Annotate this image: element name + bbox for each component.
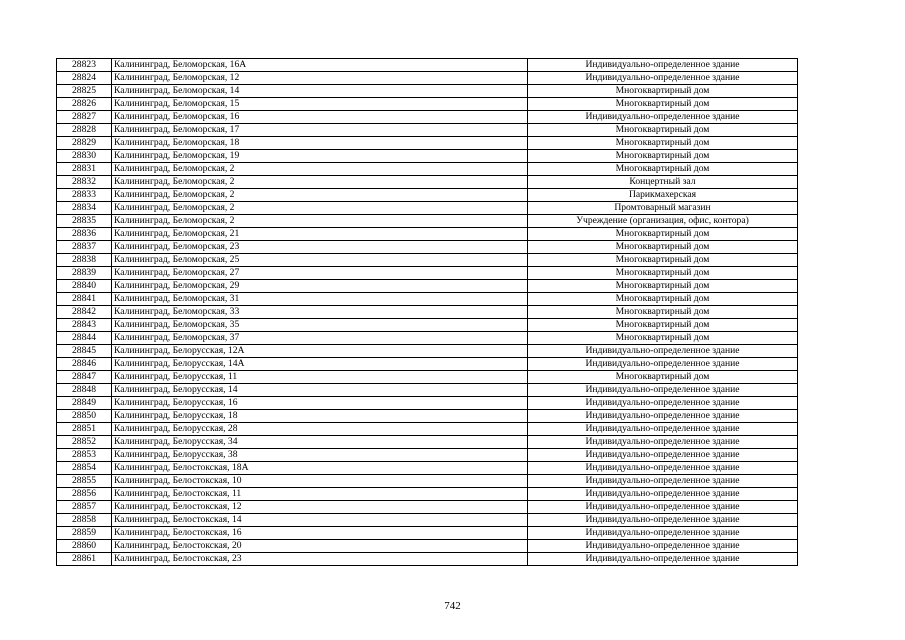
address-cell: Калининград, Белорусская, 12А (112, 345, 528, 358)
address-cell: Калининград, Белорусская, 18 (112, 410, 528, 423)
row-number-cell: 28824 (57, 72, 112, 85)
object-type-cell: Многоквартирный дом (528, 85, 798, 98)
object-type-cell: Индивидуально-определенное здание (528, 436, 798, 449)
address-cell: Калининград, Беломорская, 2 (112, 215, 528, 228)
address-cell: Калининград, Белорусская, 38 (112, 449, 528, 462)
table-row (57, 332, 798, 345)
row-number-cell: 28840 (57, 280, 112, 293)
address-cell: Калининград, Белостокская, 20 (112, 540, 528, 553)
row-number-cell: 28843 (57, 319, 112, 332)
row-number-cell: 28841 (57, 293, 112, 306)
address-cell: Калининград, Беломорская, 2 (112, 163, 528, 176)
address-cell: Калининград, Беломорская, 17 (112, 124, 528, 137)
table-row (57, 176, 798, 189)
table-row (57, 124, 798, 137)
address-cell: Калининград, Беломорская, 25 (112, 254, 528, 267)
row-number-cell: 28832 (57, 176, 112, 189)
table-row (57, 475, 798, 488)
object-type-cell: Индивидуально-определенное здание (528, 527, 798, 540)
table-row (57, 150, 798, 163)
register-table-body (57, 59, 798, 566)
object-type-cell: Индивидуально-определенное здание (528, 384, 798, 397)
object-type-cell: Многоквартирный дом (528, 280, 798, 293)
object-type-cell: Индивидуально-определенное здание (528, 501, 798, 514)
table-row (57, 241, 798, 254)
table-row (57, 59, 798, 72)
table-row (57, 501, 798, 514)
table-row (57, 527, 798, 540)
row-number-cell: 28842 (57, 306, 112, 319)
table-row (57, 410, 798, 423)
row-number-cell: 28850 (57, 410, 112, 423)
object-type-cell: Многоквартирный дом (528, 306, 798, 319)
table-row (57, 215, 798, 228)
row-number-cell: 28861 (57, 553, 112, 566)
object-type-cell: Промтоварный магазин (528, 202, 798, 215)
property-register-table (56, 58, 798, 566)
object-type-cell: Многоквартирный дом (528, 124, 798, 137)
row-number-cell: 28826 (57, 98, 112, 111)
table-row (57, 345, 798, 358)
row-number-cell: 28854 (57, 462, 112, 475)
row-number-cell: 28852 (57, 436, 112, 449)
address-cell: Калининград, Беломорская, 16А (112, 59, 528, 72)
page-number: 742 (444, 600, 461, 612)
table-row (57, 371, 798, 384)
object-type-cell: Многоквартирный дом (528, 228, 798, 241)
object-type-cell: Многоквартирный дом (528, 137, 798, 150)
row-number-cell: 28827 (57, 111, 112, 124)
row-number-cell: 28860 (57, 540, 112, 553)
object-type-cell: Многоквартирный дом (528, 241, 798, 254)
address-cell: Калининград, Белорусская, 11 (112, 371, 528, 384)
object-type-cell: Концертный зал (528, 176, 798, 189)
table-row (57, 228, 798, 241)
row-number-cell: 28844 (57, 332, 112, 345)
row-number-cell: 28825 (57, 85, 112, 98)
row-number-cell: 28856 (57, 488, 112, 501)
address-cell: Калининград, Белостокская, 10 (112, 475, 528, 488)
table-row (57, 397, 798, 410)
row-number-cell: 28853 (57, 449, 112, 462)
address-cell: Калининград, Беломорская, 14 (112, 85, 528, 98)
address-cell: Калининград, Беломорская, 15 (112, 98, 528, 111)
object-type-cell: Парикмахерская (528, 189, 798, 202)
table-row (57, 202, 798, 215)
address-cell: Калининград, Белостокская, 16 (112, 527, 528, 540)
object-type-cell: Индивидуально-определенное здание (528, 111, 798, 124)
row-number-cell: 28835 (57, 215, 112, 228)
object-type-cell: Индивидуально-определенное здание (528, 488, 798, 501)
object-type-cell: Многоквартирный дом (528, 254, 798, 267)
row-number-cell: 28857 (57, 501, 112, 514)
row-number-cell: 28831 (57, 163, 112, 176)
address-cell: Калининград, Беломорская, 31 (112, 293, 528, 306)
table-row (57, 423, 798, 436)
address-cell: Калининград, Беломорская, 21 (112, 228, 528, 241)
object-type-cell: Многоквартирный дом (528, 293, 798, 306)
table-row (57, 137, 798, 150)
table-row (57, 306, 798, 319)
row-number-cell: 28837 (57, 241, 112, 254)
table-row (57, 85, 798, 98)
table-row (57, 267, 798, 280)
address-cell: Калининград, Белостокская, 11 (112, 488, 528, 501)
table-row (57, 514, 798, 527)
row-number-cell: 28847 (57, 371, 112, 384)
address-cell: Калининград, Беломорская, 23 (112, 241, 528, 254)
row-number-cell: 28851 (57, 423, 112, 436)
table-row (57, 449, 798, 462)
table-row (57, 462, 798, 475)
object-type-cell: Многоквартирный дом (528, 163, 798, 176)
address-cell: Калининград, Беломорская, 35 (112, 319, 528, 332)
address-cell: Калининград, Белорусская, 34 (112, 436, 528, 449)
address-cell: Калининград, Белостокская, 12 (112, 501, 528, 514)
address-cell: Калининград, Беломорская, 18 (112, 137, 528, 150)
address-cell: Калининград, Белорусская, 14 (112, 384, 528, 397)
address-cell: Калининград, Белорусская, 14А (112, 358, 528, 371)
object-type-cell: Многоквартирный дом (528, 267, 798, 280)
row-number-cell: 28834 (57, 202, 112, 215)
table-row (57, 358, 798, 371)
object-type-cell: Многоквартирный дом (528, 319, 798, 332)
object-type-cell: Индивидуально-определенное здание (528, 462, 798, 475)
row-number-cell: 28859 (57, 527, 112, 540)
table-row (57, 553, 798, 566)
address-cell: Калининград, Беломорская, 33 (112, 306, 528, 319)
address-cell: Калининград, Беломорская, 29 (112, 280, 528, 293)
row-number-cell: 28830 (57, 150, 112, 163)
row-number-cell: 28855 (57, 475, 112, 488)
object-type-cell: Индивидуально-определенное здание (528, 514, 798, 527)
row-number-cell: 28828 (57, 124, 112, 137)
row-number-cell: 28846 (57, 358, 112, 371)
object-type-cell: Индивидуально-определенное здание (528, 59, 798, 72)
table-row (57, 540, 798, 553)
table-row (57, 189, 798, 202)
address-cell: Калининград, Белостокская, 14 (112, 514, 528, 527)
address-cell: Калининград, Беломорская, 37 (112, 332, 528, 345)
object-type-cell: Учреждение (организация, офис, контора) (528, 215, 798, 228)
address-cell: Калининград, Беломорская, 2 (112, 202, 528, 215)
table-row (57, 293, 798, 306)
object-type-cell: Индивидуально-определенное здание (528, 553, 798, 566)
address-cell: Калининград, Беломорская, 2 (112, 189, 528, 202)
address-cell: Калининград, Беломорская, 27 (112, 267, 528, 280)
row-number-cell: 28848 (57, 384, 112, 397)
object-type-cell: Индивидуально-определенное здание (528, 423, 798, 436)
row-number-cell: 28823 (57, 59, 112, 72)
table-row (57, 98, 798, 111)
row-number-cell: 28845 (57, 345, 112, 358)
address-cell: Калининград, Беломорская, 12 (112, 72, 528, 85)
address-cell: Калининград, Белостокская, 23 (112, 553, 528, 566)
table-row (57, 436, 798, 449)
address-cell: Калининград, Беломорская, 2 (112, 176, 528, 189)
object-type-cell: Индивидуально-определенное здание (528, 397, 798, 410)
object-type-cell: Индивидуально-определенное здание (528, 475, 798, 488)
row-number-cell: 28839 (57, 267, 112, 280)
object-type-cell: Индивидуально-определенное здание (528, 540, 798, 553)
table-row (57, 384, 798, 397)
object-type-cell: Многоквартирный дом (528, 150, 798, 163)
row-number-cell: 28836 (57, 228, 112, 241)
address-cell: Калининград, Белорусская, 28 (112, 423, 528, 436)
address-cell: Калининград, Белостокская, 18А (112, 462, 528, 475)
object-type-cell: Индивидуально-определенное здание (528, 449, 798, 462)
table-row (57, 488, 798, 501)
row-number-cell: 28829 (57, 137, 112, 150)
object-type-cell: Многоквартирный дом (528, 98, 798, 111)
address-cell: Калининград, Белорусская, 16 (112, 397, 528, 410)
table-row (57, 280, 798, 293)
table-row (57, 163, 798, 176)
table-row (57, 254, 798, 267)
table-row (57, 111, 798, 124)
object-type-cell: Индивидуально-определенное здание (528, 72, 798, 85)
row-number-cell: 28833 (57, 189, 112, 202)
table-row (57, 72, 798, 85)
row-number-cell: 28838 (57, 254, 112, 267)
object-type-cell: Индивидуально-определенное здание (528, 358, 798, 371)
table-row (57, 319, 798, 332)
object-type-cell: Многоквартирный дом (528, 371, 798, 384)
address-cell: Калининград, Беломорская, 16 (112, 111, 528, 124)
object-type-cell: Многоквартирный дом (528, 332, 798, 345)
object-type-cell: Индивидуально-определенное здание (528, 345, 798, 358)
row-number-cell: 28858 (57, 514, 112, 527)
object-type-cell: Индивидуально-определенное здание (528, 410, 798, 423)
row-number-cell: 28849 (57, 397, 112, 410)
address-cell: Калининград, Беломорская, 19 (112, 150, 528, 163)
